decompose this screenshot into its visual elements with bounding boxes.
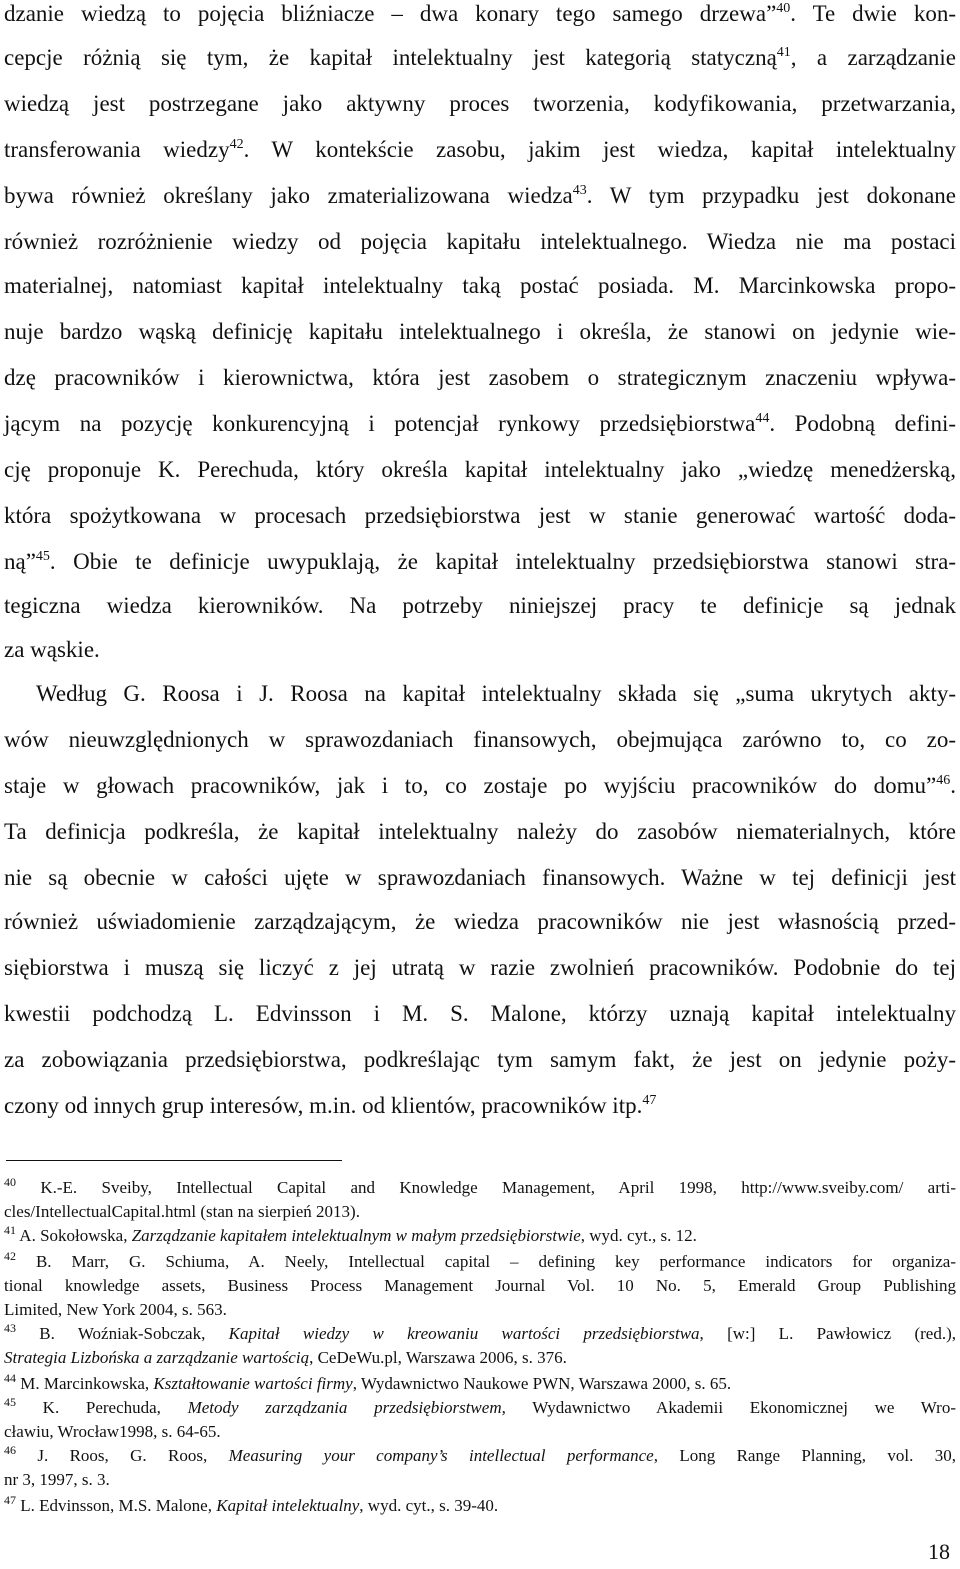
footnote-ref: 42 bbox=[229, 137, 244, 152]
text-run: siębiorstwa i muszą się liczyć z jej utratą w razie zwolnień pracowników. Podobnie do tej bbox=[4, 955, 956, 980]
text-run: za zobowiązania przedsiębiorstwa, podkreślając tym samym fakt, że jest on jedynie poży- bbox=[4, 1047, 956, 1072]
italic-text: Zarządzanie kapitałem intelektualnym w małym przedsiębiorstwie bbox=[131, 1226, 581, 1245]
body-line bbox=[4, 318, 956, 346]
footnote-line bbox=[4, 1420, 956, 1444]
footnote-ref: 41 bbox=[776, 45, 791, 60]
body-line bbox=[4, 548, 956, 576]
italic-text: Measuring your company’s intellectual performance bbox=[228, 1446, 654, 1465]
footnote-ref: 43 bbox=[572, 183, 587, 198]
footnote-ref: 45 bbox=[35, 549, 50, 564]
text-run: J. Roos, G. Roos, bbox=[16, 1446, 229, 1465]
body-line bbox=[4, 136, 956, 164]
text-run: nuje bardzo wąską definicję kapitału intelektualnego i określa, że stanowi on jedynie wie- bbox=[4, 319, 956, 344]
footnote-ref: 47 bbox=[642, 1093, 657, 1108]
text-run: , [w:] L. Pawłowicz (red.), bbox=[699, 1324, 956, 1343]
text-run: dzanie wiedzą to pojęcia bliźniacze – dwa konary tego samego drzewa” bbox=[4, 1, 777, 26]
footnote-line bbox=[4, 1250, 956, 1274]
footnote-separator bbox=[6, 1160, 342, 1161]
footnote-number: 44 bbox=[4, 1371, 16, 1385]
body-line bbox=[4, 364, 956, 392]
text-run: Według G. Roosa i J. Roosa na kapitał intelektualny składa się „suma ukrytych akty- bbox=[36, 681, 956, 706]
footnote-ref: 46 bbox=[936, 773, 951, 788]
body-line bbox=[4, 272, 956, 300]
footnote-number: 42 bbox=[4, 1249, 16, 1263]
text-run: jącym na pozycję konkurencyjną i potencjał rynkowy przedsiębiorstwa bbox=[4, 411, 756, 436]
body-line bbox=[4, 954, 956, 982]
text-run: , CeDeWu.pl, Warszawa 2006, s. 376. bbox=[309, 1348, 567, 1367]
italic-text: Metody zarządzania przedsiębiorstwem, bbox=[187, 1398, 506, 1417]
body-line bbox=[4, 864, 956, 892]
body-line bbox=[4, 1092, 956, 1120]
body-line bbox=[4, 1046, 956, 1074]
text-run: Ta definicja podkreśla, że kapitał intelektualny należy do zasobów niematerialnych, które bbox=[4, 819, 956, 844]
footnote-line bbox=[4, 1224, 956, 1248]
body-line bbox=[4, 1000, 956, 1028]
text-run: również rozróżnienie wiedzy od pojęcia kapitału intelektualnego. Wiedza nie ma postaci bbox=[4, 229, 956, 254]
text-run: cję proponuje K. Perechuda, który określa kapitał intelektualny jako „wiedzę menedżerską, bbox=[4, 457, 956, 482]
body-line bbox=[4, 592, 956, 620]
footnote-line bbox=[4, 1322, 956, 1346]
footnote-number: 46 bbox=[4, 1443, 16, 1457]
body-line bbox=[4, 90, 956, 118]
text-run: cles/IntellectualCapital.html (stan na sierpień 2013). bbox=[4, 1202, 360, 1221]
text-run: , Wydawnictwo Naukowe PWN, Warszawa 2000, s. 65. bbox=[352, 1374, 732, 1393]
text-run: nie są obecnie w całości ujęte w sprawozdaniach finansowych. Ważne w tej definicji jest bbox=[4, 865, 956, 890]
text-run: kwestii podchodzą L. Edvinsson i M. S. Malone, którzy uznają kapitał intelektualny bbox=[4, 1001, 956, 1026]
text-run: , a zarządzanie bbox=[790, 45, 957, 70]
body-line bbox=[4, 726, 956, 754]
footnote-line bbox=[4, 1494, 956, 1518]
body-line bbox=[4, 502, 956, 530]
text-run: staje w głowach pracowników, jak i to, co zostaje po wyjściu pracowników do domu” bbox=[4, 773, 937, 798]
text-run: wiedzą jest postrzegane jako aktywny proces tworzenia, kodyfikowania, przetwarzania, bbox=[4, 91, 956, 116]
text-run: również uświadomienie zarządzającym, że wiedza pracowników nie jest własnością przed- bbox=[4, 909, 956, 934]
footnote-line bbox=[4, 1372, 956, 1396]
text-run: ną” bbox=[4, 549, 36, 574]
footnote-line bbox=[4, 1396, 956, 1420]
footnote-ref: 40 bbox=[776, 1, 791, 16]
body-line bbox=[4, 0, 956, 28]
text-run: cławiu, Wrocław1998, s. 64-65. bbox=[4, 1422, 221, 1441]
italic-text: Kształtowanie wartości firmy bbox=[153, 1374, 353, 1393]
text-run: B. Woźniak-Sobczak, bbox=[16, 1324, 229, 1343]
text-run: cepcje różnią się tym, że kapitał intelektualny jest kategorią statyczną bbox=[4, 45, 777, 70]
text-run: K.-E. Sveiby, Intellectual Capital and Knowledge Management, April 1998, http://www.sveiby.com/ arti- bbox=[16, 1178, 956, 1197]
body-line bbox=[4, 228, 956, 256]
body-line bbox=[4, 772, 956, 800]
text-run: . Obie te definicje uwypuklają, że kapitał intelektualny przedsiębiorstwa stanowi stra- bbox=[49, 549, 956, 574]
footnote-number: 41 bbox=[4, 1223, 16, 1237]
body-line bbox=[4, 182, 956, 210]
footnote-number: 47 bbox=[4, 1493, 16, 1507]
text-run: , Long Range Planning, vol. 30, bbox=[653, 1446, 957, 1465]
body-line bbox=[4, 410, 956, 438]
text-run: Wydawnictwo Akademii Ekonomicznej we Wro- bbox=[505, 1398, 956, 1417]
footnote-line bbox=[4, 1444, 956, 1468]
text-run: transferowania wiedzy bbox=[4, 137, 230, 162]
text-run: . Te dwie kon- bbox=[790, 1, 956, 26]
text-run: bywa również określany jako zmaterializowana wiedza bbox=[4, 183, 573, 208]
body-line bbox=[4, 456, 956, 484]
body-line bbox=[36, 680, 956, 708]
footnote-number: 45 bbox=[4, 1395, 16, 1409]
text-run: Limited, New York 2004, s. 563. bbox=[4, 1300, 227, 1319]
footnote-line bbox=[4, 1200, 956, 1224]
text-run: czony od innych grup interesów, m.in. od klientów, pracowników itp. bbox=[4, 1093, 643, 1118]
footnote-number: 40 bbox=[4, 1175, 16, 1189]
body-line bbox=[4, 636, 956, 664]
text-run: tegiczna wiedza kierowników. Na potrzeby niniejszej pracy te definicje są jednak bbox=[4, 593, 956, 618]
footnote-line bbox=[4, 1274, 956, 1298]
text-run: za wąskie. bbox=[4, 637, 100, 662]
text-run: , wyd. cyt., s. 39-40. bbox=[359, 1496, 499, 1515]
footnote-ref: 44 bbox=[755, 411, 770, 426]
footnote-line bbox=[4, 1346, 956, 1370]
italic-text: Strategia Lizbońska a zarządzanie wartością bbox=[4, 1348, 310, 1367]
italic-text: Kapitał wiedzy w kreowaniu wartości przedsiębiorstwa bbox=[228, 1324, 700, 1343]
footnote-line bbox=[4, 1176, 956, 1200]
text-run: tional knowledge assets, Business Process Management Journal Vol. 10 No. 5, Emerald Group Publishing bbox=[4, 1276, 956, 1295]
italic-text: Kapitał intelektualny bbox=[216, 1496, 360, 1515]
text-run: , wyd. cyt., s. 12. bbox=[580, 1226, 697, 1245]
text-run: materialnej, natomiast kapitał intelektualny taką postać posiada. M. Marcinkowska propo- bbox=[4, 273, 956, 298]
footnote-number: 43 bbox=[4, 1321, 16, 1335]
text-run: . Podobną defini- bbox=[769, 411, 956, 436]
text-run: która spożytkowana w procesach przedsiębiorstwa jest w stanie generować wartość doda- bbox=[4, 503, 956, 528]
text-run: wów nieuwzględnionych w sprawozdaniach finansowych, obejmująca zarówno to, co zo- bbox=[4, 727, 956, 752]
body-line bbox=[4, 908, 956, 936]
text-run: M. Marcinkowska, bbox=[16, 1374, 154, 1393]
text-run: . W tym przypadku jest dokonane bbox=[586, 183, 956, 208]
text-run: A. Sokołowska, bbox=[16, 1226, 132, 1245]
text-run: dzę pracowników i kierownictwa, która jest zasobem o strategicznym znaczeniu wpływa- bbox=[4, 365, 956, 390]
body-line bbox=[4, 44, 956, 72]
footnote-line bbox=[4, 1298, 956, 1322]
text-run: nr 3, 1997, s. 3. bbox=[4, 1470, 110, 1489]
text-run: . bbox=[950, 773, 956, 798]
body-line bbox=[4, 818, 956, 846]
text-run: . W kontekście zasobu, jakim jest wiedza, kapitał intelektualny bbox=[243, 137, 956, 162]
text-run: K. Perechuda, bbox=[16, 1398, 188, 1417]
footnote-line bbox=[4, 1468, 956, 1492]
text-run: B. Marr, G. Schiuma, A. Neely, Intellectual capital – defining key performance indicators for organiza- bbox=[16, 1252, 956, 1271]
text-run: L. Edvinsson, M.S. Malone, bbox=[16, 1496, 217, 1515]
page-number: 18 bbox=[928, 1539, 950, 1564]
